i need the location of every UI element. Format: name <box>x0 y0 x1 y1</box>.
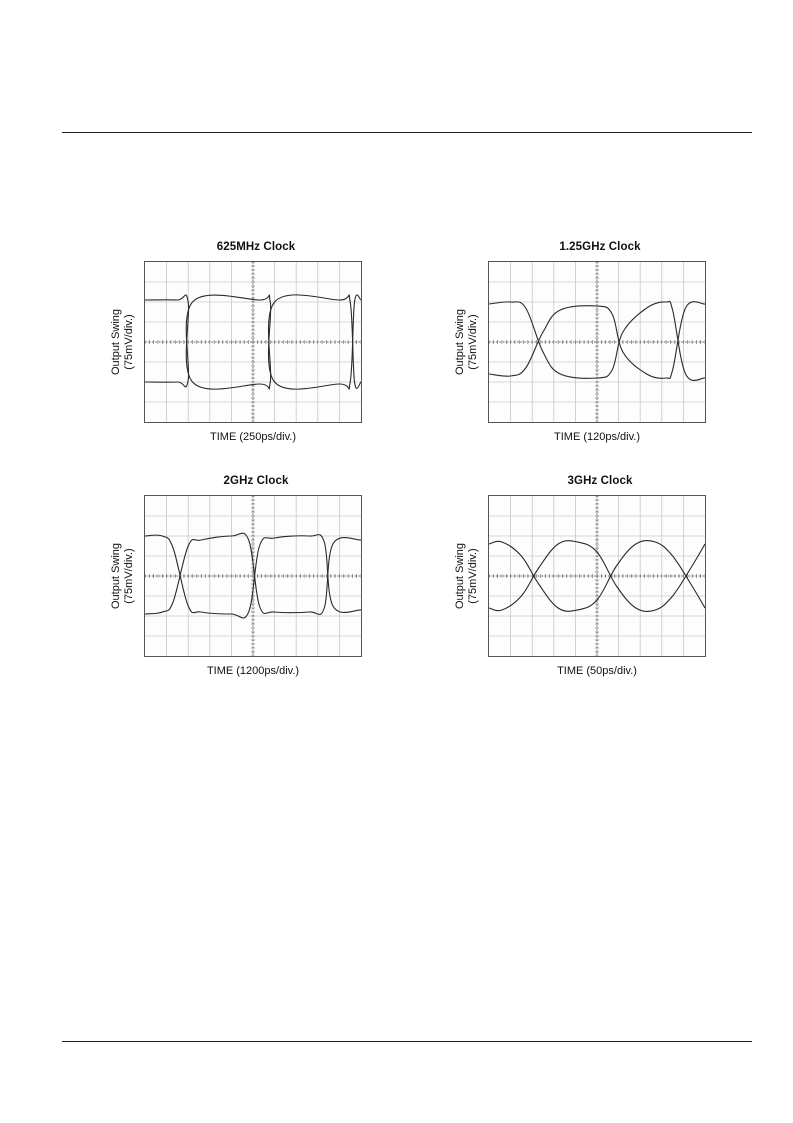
y-axis-label-unit: (75mV/div.) <box>467 548 479 604</box>
chart-2ghz-clock <box>106 475 406 675</box>
chart-title: 2GHz Clock <box>223 475 289 487</box>
chart-625mhz-clock <box>106 241 406 441</box>
chart-1-25ghz-clock <box>450 241 750 441</box>
y-axis-label <box>106 495 140 657</box>
chart-title: 1.25GHz Clock <box>559 241 641 253</box>
scope-plot <box>489 496 705 656</box>
x-axis-label: TIME (1200ps/div.) <box>206 665 300 677</box>
y-axis-label-unit: (75mV/div.) <box>467 314 479 370</box>
y-axis-label-text: Output Swing <box>110 308 122 376</box>
scope-screen <box>488 261 706 423</box>
bottom-rule <box>62 1041 752 1042</box>
y-axis-label <box>450 495 484 657</box>
scope-plot <box>489 262 705 422</box>
y-axis-label <box>450 261 484 423</box>
scope-screen <box>144 495 362 657</box>
scope-plot <box>145 262 361 422</box>
x-axis-label: TIME (50ps/div.) <box>557 665 637 677</box>
chart-title: 3GHz Clock <box>567 475 633 487</box>
scope-plot <box>145 496 361 656</box>
y-axis-label-unit: (75mV/div.) <box>123 314 135 370</box>
y-axis-label-text: Output Swing <box>454 542 466 610</box>
top-rule <box>62 132 752 133</box>
x-axis-label: TIME (120ps/div.) <box>554 431 640 443</box>
y-axis-label-unit: (75mV/div.) <box>123 548 135 604</box>
chart-3ghz-clock <box>450 475 750 675</box>
scope-screen <box>488 495 706 657</box>
chart-title: 625MHz Clock <box>216 241 296 253</box>
y-axis-label-text: Output Swing <box>454 308 466 376</box>
y-axis-label <box>106 261 140 423</box>
scope-screen <box>144 261 362 423</box>
y-axis-label-text: Output Swing <box>110 542 122 610</box>
x-axis-label: TIME (250ps/div.) <box>210 431 296 443</box>
